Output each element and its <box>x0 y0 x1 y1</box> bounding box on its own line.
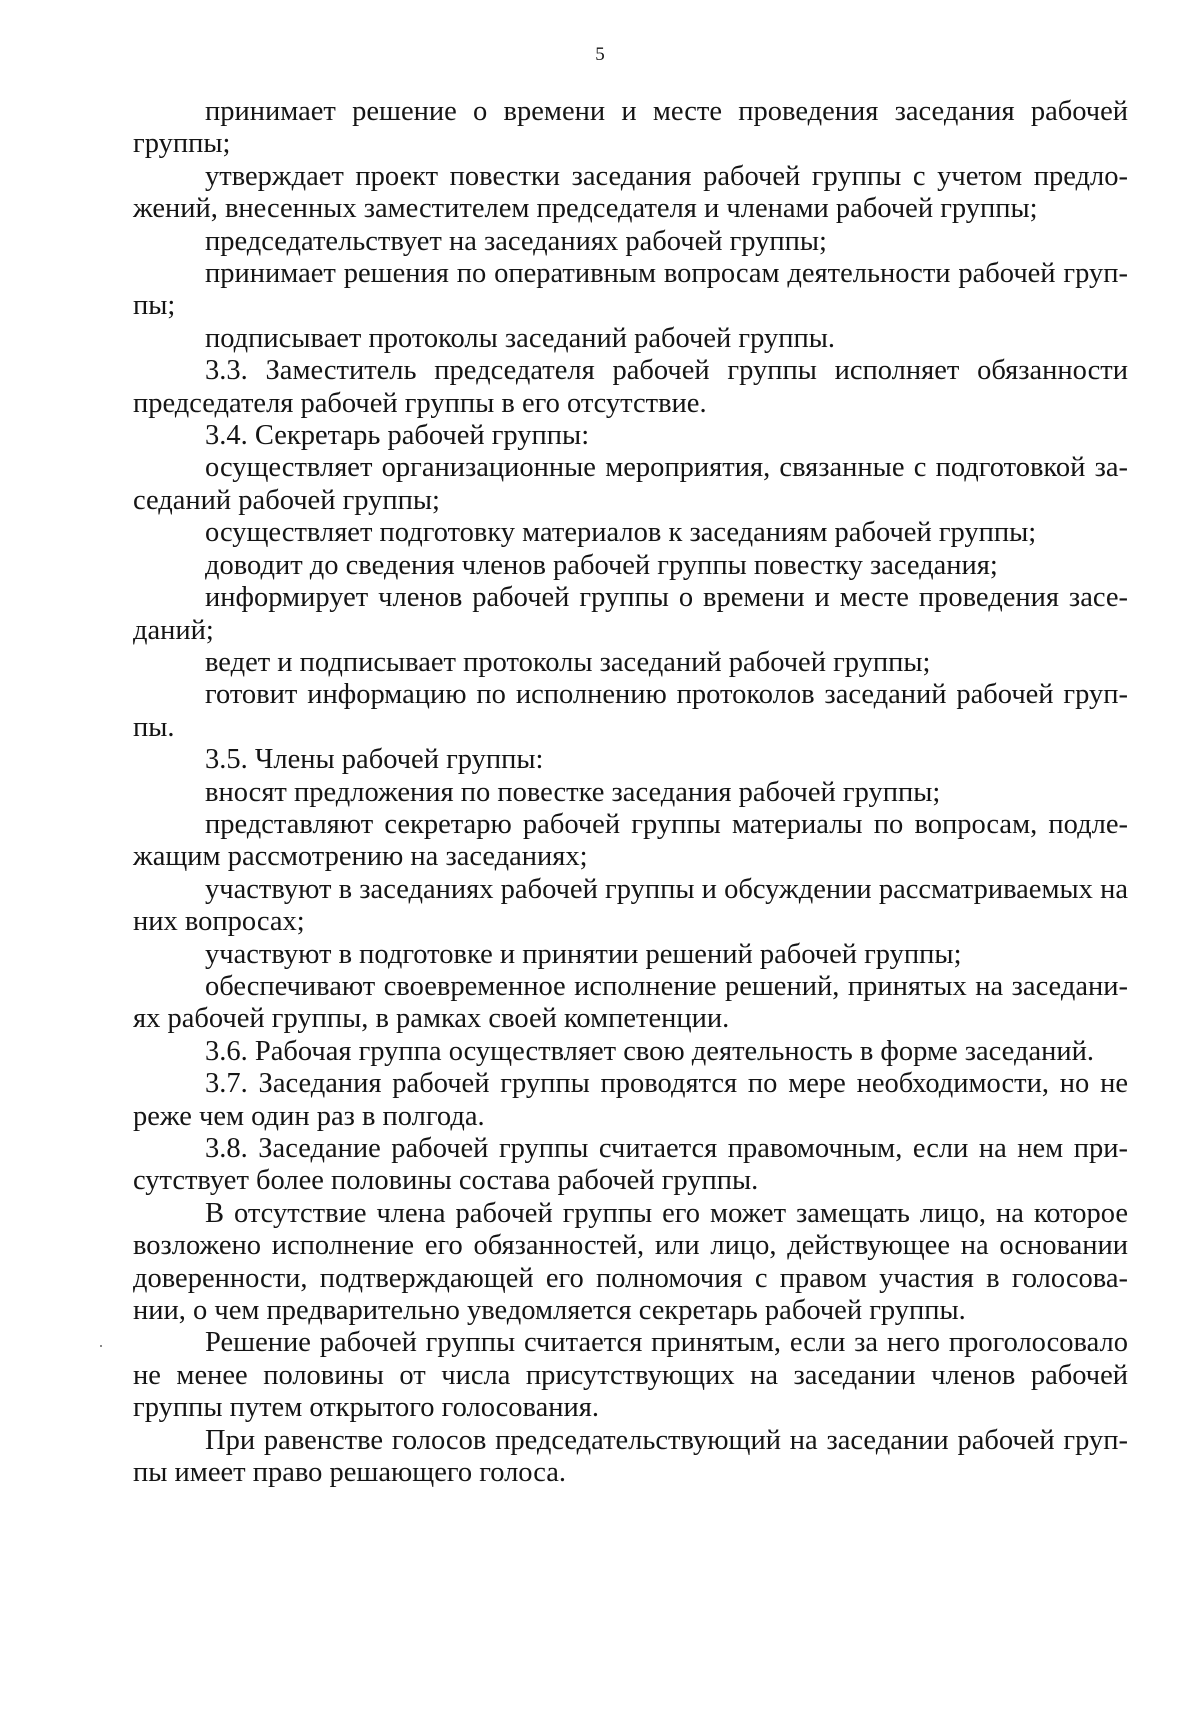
scan-speck <box>100 1345 102 1347</box>
paragraph-secretary-reports-execution: готовит информацию по исполнению протоколов заседаний рабочей группы. <box>133 679 1128 743</box>
paragraph-3-5-members-heading: 3.5. Члены рабочей группы: <box>205 744 544 776</box>
paragraph-members-submit-materials: представляют секретарю рабочей группы материалы по вопросам, подлежащим рассмотрению на заседаниях; <box>133 808 1128 873</box>
paragraph-secretary-communicates-agenda: доводит до сведения членов рабочей группы повестку заседания; <box>205 549 998 581</box>
paragraph-3-7-meeting-frequency: 3.7. Заседания рабочей группы проводятся по мере необходимости, но не реже чем один раз в полгода. <box>133 1068 1128 1132</box>
paragraph-3-4-secretary-heading: 3.4. Секретарь рабочей группы: <box>205 420 590 452</box>
document-body <box>133 96 1128 1489</box>
paragraph-chair-signs-minutes: подписывает протоколы заседаний рабочей группы. <box>205 322 835 354</box>
paragraph-chair-presides: председательствует на заседаниях рабочей группы; <box>205 225 827 257</box>
paragraph-decision-adoption: Решение рабочей группы считается принятым, если за него проголосовало не менее половины от числа присутствующих на заседании членов рабочей группы путем открытого голосования. <box>133 1327 1128 1424</box>
paragraph-3-3-deputy-chair: 3.3. Заместитель председателя рабочей группы исполняет обязанности председателя рабочей группы в его отсутствие. <box>133 355 1128 419</box>
paragraph-members-participate-meetings: участвуют в заседаниях рабочей группы и обсуждении рассматриваемых на них вопросах; <box>133 873 1128 938</box>
paragraph-members-ensure-execution: обеспечивают своевременное исполнение решений, принятых на заседаниях рабочей группы, в рамках своей компетенции. <box>133 970 1128 1035</box>
paragraph-3-8-quorum: 3.8. Заседание рабочей группы считается правомочным, если на нем присутствует более половины состава рабочей группы. <box>133 1133 1128 1197</box>
paragraph-secretary-prepares-materials: осуществляет подготовку материалов к заседаниям рабочей группы; <box>205 517 1037 549</box>
paragraph-chair-operational-decisions: принимает решения по оперативным вопросам деятельности рабочей группы; <box>133 258 1128 322</box>
paragraph-3-6-meeting-form: 3.6. Рабочая группа осуществляет свою деятельность в форме заседаний. <box>205 1035 1094 1067</box>
paragraph-member-substitution: В отсутствие члена рабочей группы его может замещать лицо, на которое возложено исполнение его обязанностей, или лицо, действующее на основании доверенности, подтверждающей его полномочия с правом участия в голосовании, о чем предварительно уведомляется секретарь рабочей группы. <box>133 1197 1128 1327</box>
paragraph-secretary-organizes: осуществляет организационные мероприятия, связанные с подготовкой заседаний рабочей группы; <box>133 452 1128 516</box>
page-number: 5 <box>595 44 605 65</box>
paragraph-tie-vote: При равенстве голосов председательствующий на заседании рабочей группы имеет право решающего голоса. <box>133 1424 1128 1489</box>
paragraph-members-propose-agenda: вносят предложения по повестке заседания рабочей группы; <box>205 776 941 808</box>
paragraph-chair-decides-time-place: принимает решение о времени и месте проведения заседания рабочей группы; <box>133 96 1128 160</box>
paragraph-secretary-informs-members: информирует членов рабочей группы о времени и месте проведения заседаний; <box>133 582 1128 646</box>
paragraph-chair-approves-agenda: утверждает проект повестки заседания рабочей группы с учетом предложений, внесенных заместителем председателя и членами рабочей группы; <box>133 160 1128 225</box>
paragraph-members-participate-decisions: участвуют в подготовке и принятии решений рабочей группы; <box>205 938 962 970</box>
paragraph-secretary-keeps-minutes: ведет и подписывает протоколы заседаний рабочей группы; <box>205 646 931 678</box>
